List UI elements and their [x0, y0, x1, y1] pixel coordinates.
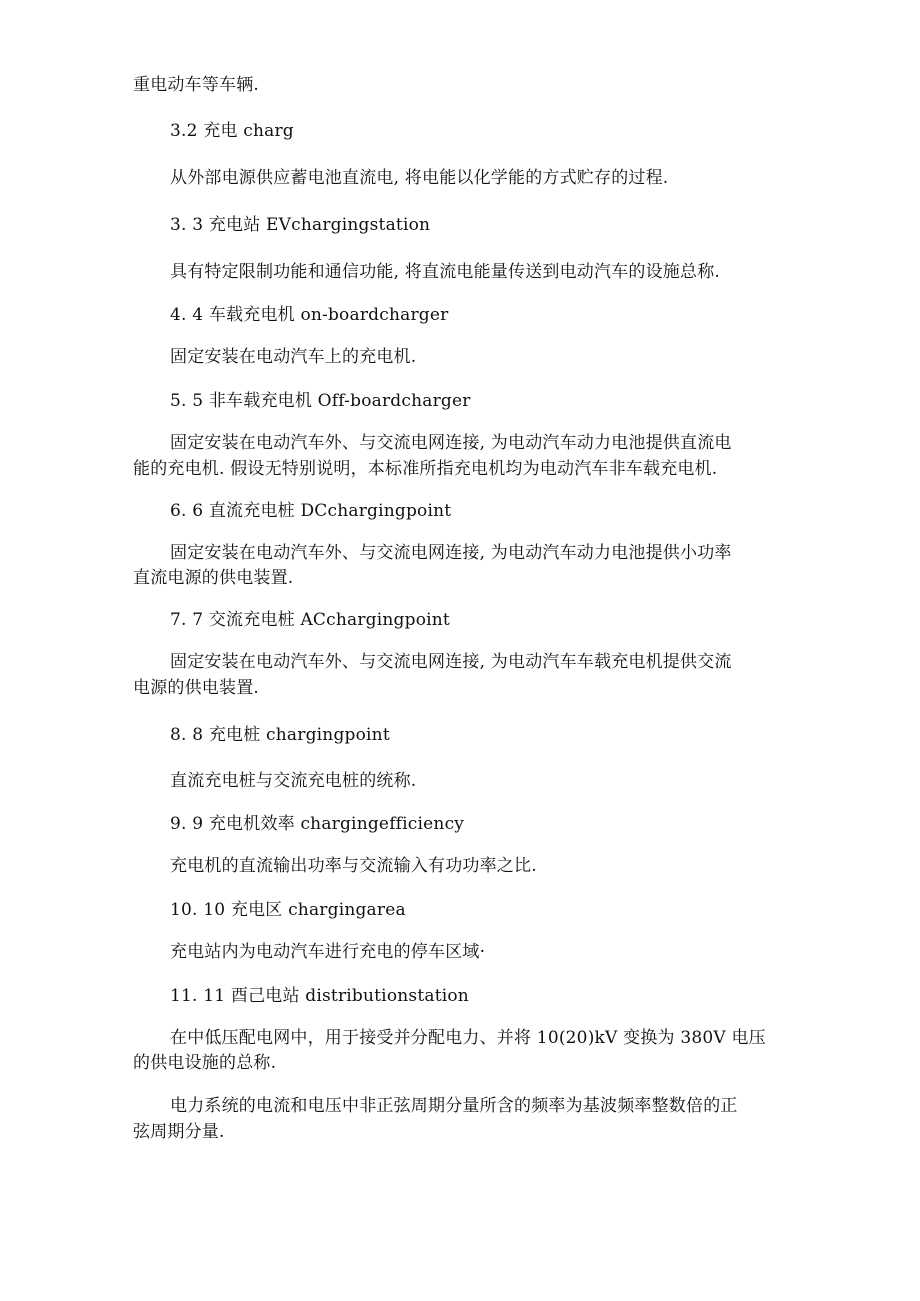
term-heading-3-3: 3. 3 充电站 EVchargingstation — [170, 215, 431, 235]
definition-charging-point: 直流充电桩与交流充电桩的统称. — [170, 771, 417, 791]
definition-distribution-station-line1: 在中低压配电网中，用于接受并分配电力、并将 10(20)kV 变换为 380V 电压 — [170, 1028, 766, 1048]
definition-charging-area: 充电站内为电动汽车进行充电的停车区域· — [170, 942, 486, 962]
definition-dc-charging-point-line2: 直流电源的供电装置. — [133, 568, 294, 588]
term-heading-3-9: 9. 9 充电机效率 chargingefficiency — [170, 814, 465, 834]
term-heading-3-11: 11. 11 酉己电站 distributionstation — [170, 986, 469, 1006]
definition-ac-charging-point-line1: 固定安装在电动汽车外、与交流电网连接, 为电动汽车车载充电机提供交流 — [170, 652, 732, 672]
definition-dc-charging-point-line1: 固定安装在电动汽车外、与交流电网连接, 为电动汽车动力电池提供小功率 — [170, 543, 732, 563]
term-heading-3-4: 4. 4 车载充电机 on-boardcharger — [170, 305, 449, 325]
definition-harmonic-line2: 弦周期分量. — [133, 1122, 225, 1142]
term-heading-3-10: 10. 10 充电区 chargingarea — [170, 900, 406, 920]
definition-harmonic-line1: 电力系统的电流和电压中非正弦周期分量所含的频率为基波频率整数倍的正 — [170, 1096, 738, 1116]
term-heading-3-5: 5. 5 非车载充电机 Off-boardcharger — [170, 391, 471, 411]
continuation-line: 重电动车等车辆. — [133, 75, 260, 95]
definition-off-board-charger-line2: 能的充电机. 假设无特别说明，本标准所指充电机均为电动汽车非车载充电机. — [133, 459, 718, 479]
term-heading-3-7: 7. 7 交流充电桩 ACchargingpoint — [170, 610, 450, 630]
definition-charging-station: 具有特定限制功能和通信功能, 将直流电能量传送到电动汽车的设施总称. — [170, 262, 721, 282]
term-heading-3-8: 8. 8 充电桩 chargingpoint — [170, 725, 390, 745]
definition-ac-charging-point-line2: 电源的供电装置. — [133, 678, 260, 698]
definition-on-board-charger: 固定安装在电动汽车上的充电机. — [170, 347, 417, 367]
term-heading-3-2: 3.2 充电 charg — [170, 121, 294, 141]
definition-charging-efficiency: 充电机的直流输出功率与交流输入有功功率之比. — [170, 856, 537, 876]
definition-charging: 从外部电源供应蓄电池直流电, 将电能以化学能的方式贮存的过程. — [170, 168, 669, 188]
definition-distribution-station-line2: 的供电设施的总称. — [133, 1053, 277, 1073]
term-heading-3-6: 6. 6 直流充电桩 DCchargingpoint — [170, 501, 452, 521]
definition-off-board-charger-line1: 固定安装在电动汽车外、与交流电网连接, 为电动汽车动力电池提供直流电 — [170, 433, 732, 453]
